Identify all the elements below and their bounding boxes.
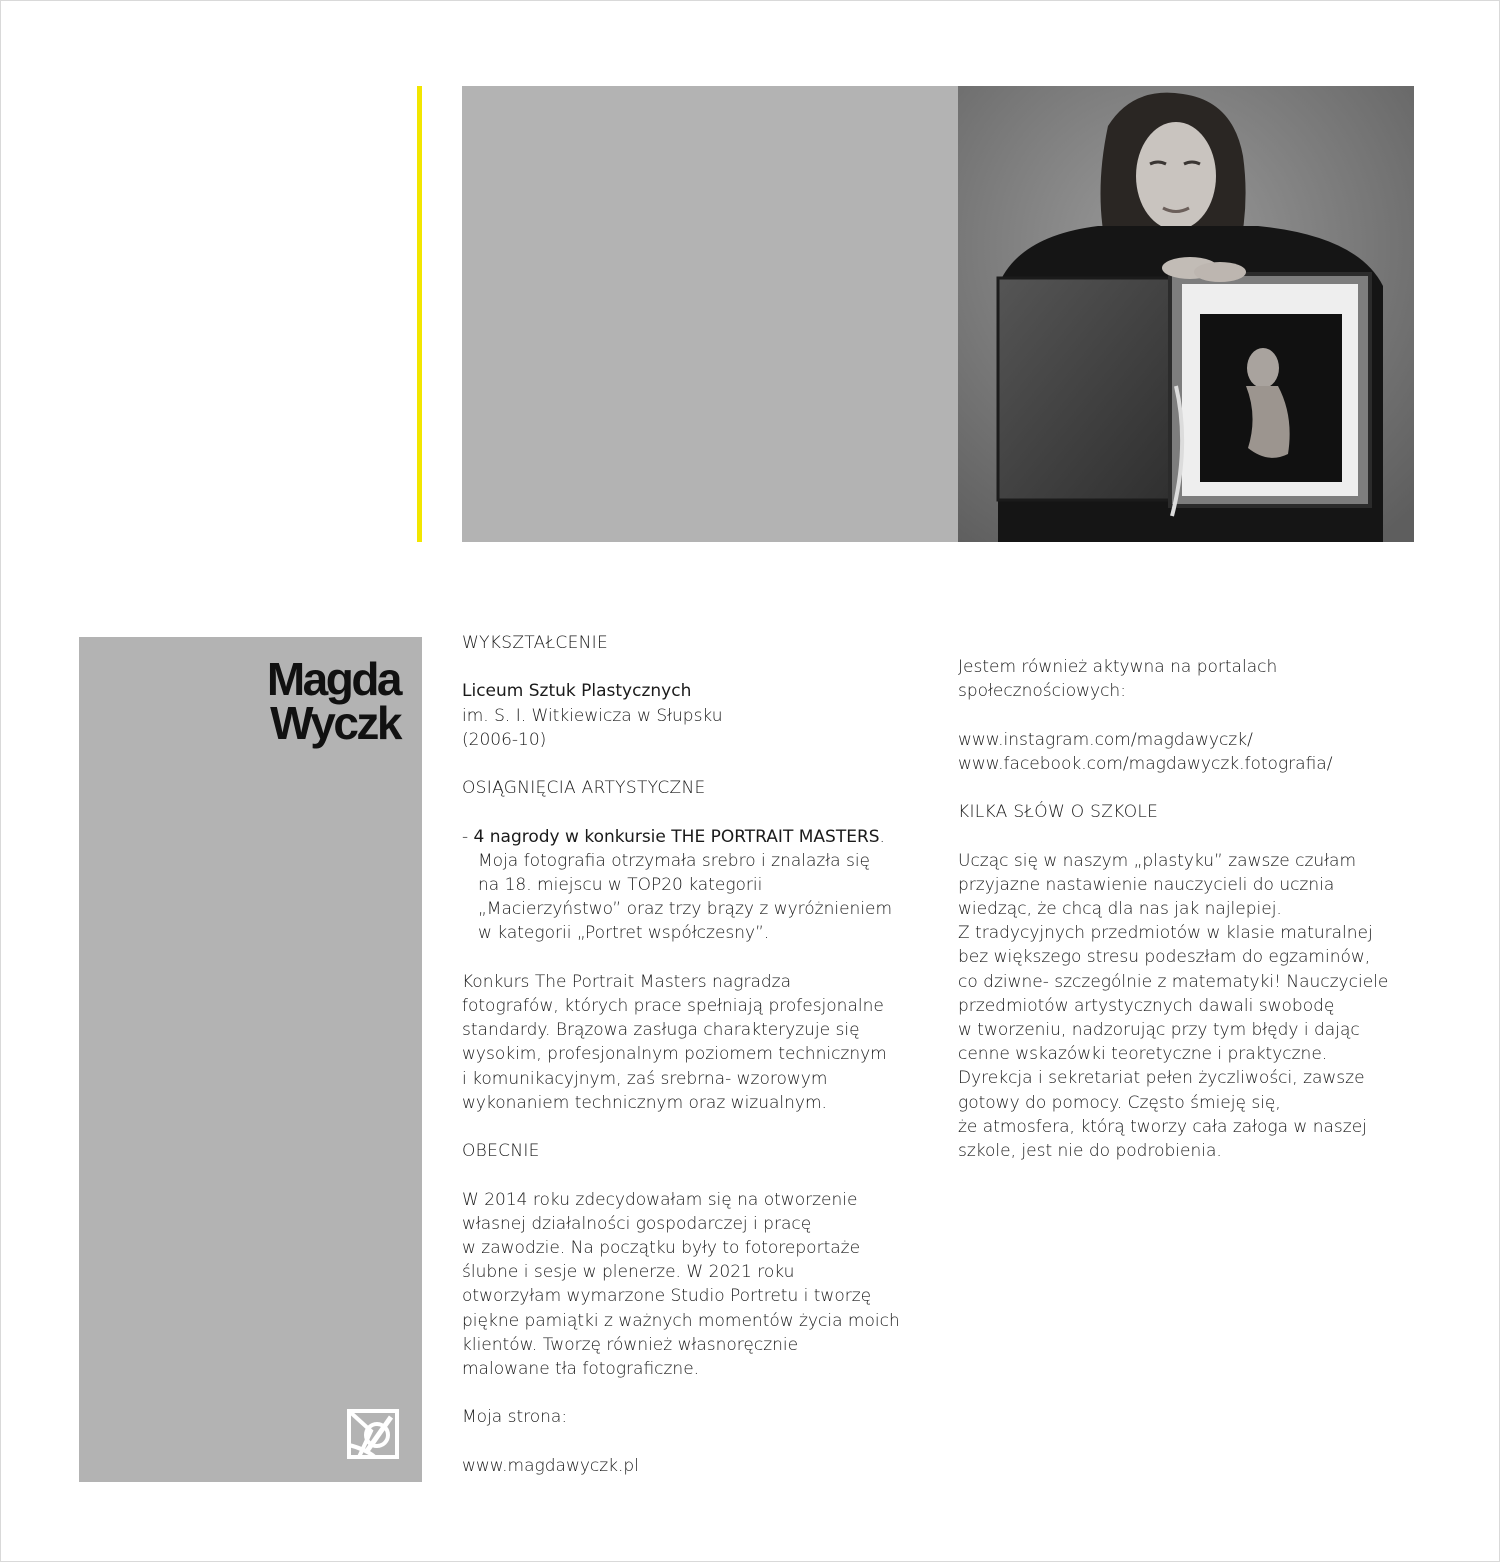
school-detail: im. S. I. Witkiewicza w Słupsku bbox=[462, 705, 723, 726]
yellow-accent-rule bbox=[417, 86, 422, 542]
portrait-illustration bbox=[958, 86, 1414, 542]
current-text: W 2014 roku zdecydowałam się na otworzenie własnej działalności gospodarczej i pracę w zawodzie. Na początku były to fotoreportaże ślubne i sesje w plenerze. W 2021 roku otworzyłam wymarzone Studio Portretu i tworzę piękne pamiątki z ważnych momentów życia moich klientów. Tworzę również własnoręcznie malowane tła fotograficzne. bbox=[462, 1189, 900, 1379]
author-name bbox=[266, 653, 400, 749]
social-intro: Jestem również aktywna na portalach społecznościowych: bbox=[958, 657, 1278, 702]
side-panel bbox=[79, 637, 422, 1482]
instagram-link[interactable]: www.instagram.com/magdawyczk/ bbox=[958, 729, 1253, 750]
achievements-heading: OSIĄGNIĘCIA ARTYSTYCZNE bbox=[462, 778, 706, 799]
education-heading: WYKSZTAŁCENIE bbox=[462, 633, 609, 653]
last-name: Wyczk bbox=[270, 697, 400, 749]
left-text-column bbox=[462, 631, 932, 1478]
achievement-lead: 4 nagrody w konkursie THE PORTRAIT MASTERS bbox=[473, 826, 880, 847]
portrait-photo bbox=[958, 86, 1414, 542]
achievement-prefix: - bbox=[462, 826, 474, 847]
contest-text: Konkurs The Portrait Masters nagradza fotografów, których prace spełniają profesjonalne standardy. Brązowa zasługa charakteryzuje się wysokim, profesjonalnym poziomem technicznym i komunikacyjnym, zaś srebrna- wzorowym wykonaniem technicznym oraz wizualnym. bbox=[462, 971, 887, 1113]
school-name: Liceum Sztuk Plastycznych bbox=[462, 681, 692, 702]
right-text-column bbox=[958, 655, 1438, 1163]
school-logo-icon bbox=[345, 1405, 401, 1461]
achievement-lead-line bbox=[462, 825, 932, 849]
school-years: (2006-10) bbox=[462, 729, 547, 750]
website-label: Moja strona: bbox=[462, 1407, 568, 1428]
facebook-link[interactable]: www.facebook.com/magdawyczk.fotografia/ bbox=[958, 753, 1333, 774]
achievement-lead-end: . bbox=[879, 826, 885, 847]
header-gray-block bbox=[462, 86, 958, 542]
achievement-text: Moja fotografia otrzymała srebro i znalazła się na 18. miejscu w TOP20 kategorii „Macierzyństwo” oraz trzy brązy z wyróżnieniem w kategorii „Portret współczesny”. bbox=[478, 850, 893, 944]
school-heading: KILKA SŁÓW O SZKOLE bbox=[958, 802, 1159, 823]
school-text: Ucząc się w naszym „plastyku” zawsze czułam przyjazne nastawienie nauczycieli do ucznia wiedząc, że chcą dla nas jak najlepiej. Z tradycyjnych przedmiotów w klasie maturalnej bez większego stresu podeszłam do egzaminów, co dziwne- szczególnie z matematyki! Nauczyciele przedmiotów artystycznych dawali swobodę w tworzeniu, nadzorując przy tym błędy i dając cenne wskazówki teoretyczne i praktyczne. Dyrekcja i sekretariat pełen życzliwości, zawsze gotowy do pomocy. Często śmieję się, że atmosfera, którą tworzy cała załoga w naszej szkole, jest nie do podrobienia. bbox=[958, 850, 1389, 1162]
current-heading: OBECNIE bbox=[462, 1141, 540, 1162]
first-name: Magda bbox=[266, 653, 400, 705]
website-link[interactable]: www.magdawyczk.pl bbox=[462, 1455, 639, 1476]
